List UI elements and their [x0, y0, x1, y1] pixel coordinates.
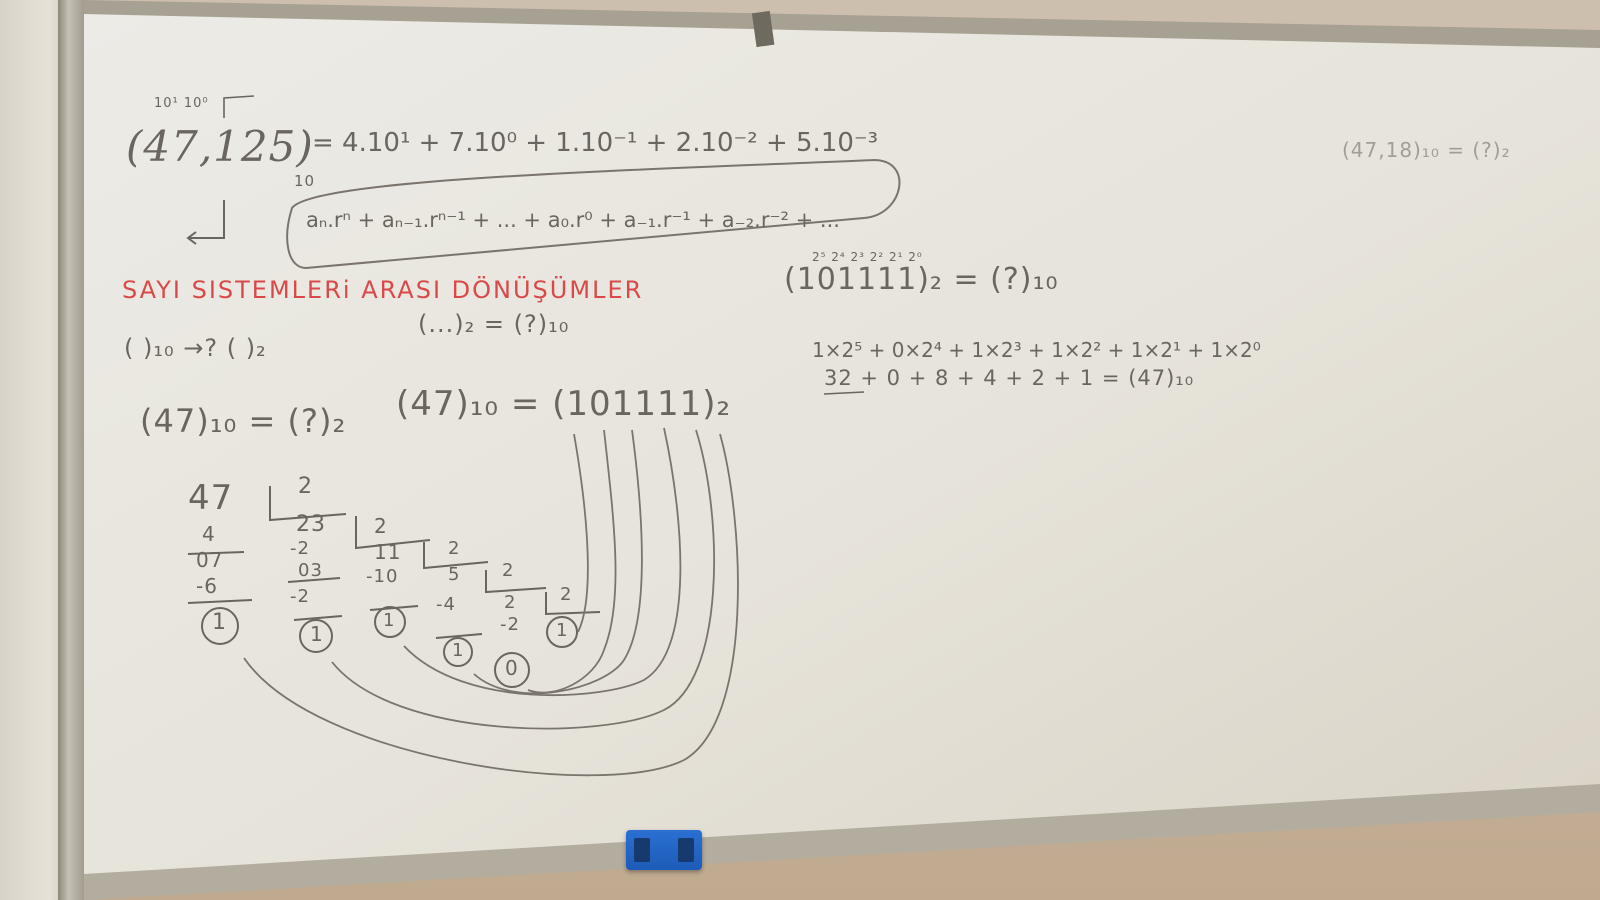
board-frame-left — [58, 0, 84, 900]
div-divisor-4: 2 — [502, 560, 515, 581]
binary-sum: 32 + 0 + 8 + 4 + 2 + 1 = (47)₁₀ — [824, 366, 1195, 390]
general-formula: aₙ.rⁿ + aₙ₋₁.rⁿ⁻¹ + ... + a₀.r⁰ + a₋₁.r⁻¹ + a₋₂.r⁻² + ... — [306, 208, 840, 232]
div-sub2-2: -2 — [290, 586, 310, 607]
div-sub-4: -4 — [436, 594, 456, 615]
div-rem-6: 1 — [556, 620, 569, 641]
div-dividend-3: 11 — [374, 540, 402, 564]
div-sub-2: -2 — [290, 538, 310, 559]
conversion-question: (47)₁₀ = (?)₂ — [140, 402, 347, 440]
div-sub2-1: -6 — [196, 574, 218, 598]
binary-expansion: 1×2⁵ + 0×2⁴ + 1×2³ + 1×2² + 1×2¹ + 1×2⁰ — [812, 338, 1261, 362]
div-dividend-2: 23 — [296, 512, 326, 537]
div-rem-2: 1 — [310, 622, 324, 646]
div-divisor-3: 2 — [448, 538, 461, 559]
div-dividend-5: 2 — [504, 592, 517, 613]
div-divisor-5: 2 — [560, 584, 573, 605]
binary-number: (101111)₂ = (?)₁₀ — [784, 262, 1059, 297]
div-rem-1: 1 — [212, 610, 227, 635]
div-rem1-1: 07 — [196, 548, 224, 572]
powers-label: 10¹ 10⁰ — [154, 96, 209, 111]
div-dividend-1: 47 — [188, 478, 234, 518]
div-sub-1: 4 — [202, 522, 216, 546]
div-sub-3: -10 — [366, 566, 399, 587]
number-decimal: (47,125) — [126, 122, 314, 171]
binary-powers: 2⁵ 2⁴ 2³ 2² 2¹ 2⁰ — [812, 250, 923, 264]
div-rem1-2: 03 — [298, 560, 323, 581]
conversion-answer: (47)₁₀ = (101111)₂ — [396, 384, 732, 424]
div-divisor-1: 2 — [298, 474, 313, 499]
whiteboard — [84, 0, 1600, 900]
base-ten-subscript: 10 — [294, 172, 316, 190]
section-title: SAYI SISTEMLERi ARASI DÖNÜŞÜMLER — [122, 276, 644, 304]
div-rem-4: 1 — [452, 640, 465, 661]
eraser-icon[interactable] — [626, 830, 702, 870]
eraser-felt-left — [634, 838, 650, 862]
div-divisor-2: 2 — [374, 514, 388, 538]
div-rem-5: 0 — [505, 656, 519, 680]
div-rem-3: 1 — [383, 610, 396, 631]
far-right-question: (47,18)₁₀ = (?)₂ — [1342, 138, 1511, 162]
decimal-expansion: = 4.10¹ + 7.10⁰ + 1.10⁻¹ + 2.10⁻² + 5.10⁻³ — [312, 128, 879, 158]
bin-to-dec-notation: (...)₂ = (?)₁₀ — [418, 310, 570, 338]
div-sub-5: -2 — [500, 614, 520, 635]
div-dividend-4: 5 — [448, 564, 461, 585]
eraser-felt-right — [678, 838, 694, 862]
dec-to-bin-notation: ( )₁₀ →? ( )₂ — [124, 334, 267, 362]
